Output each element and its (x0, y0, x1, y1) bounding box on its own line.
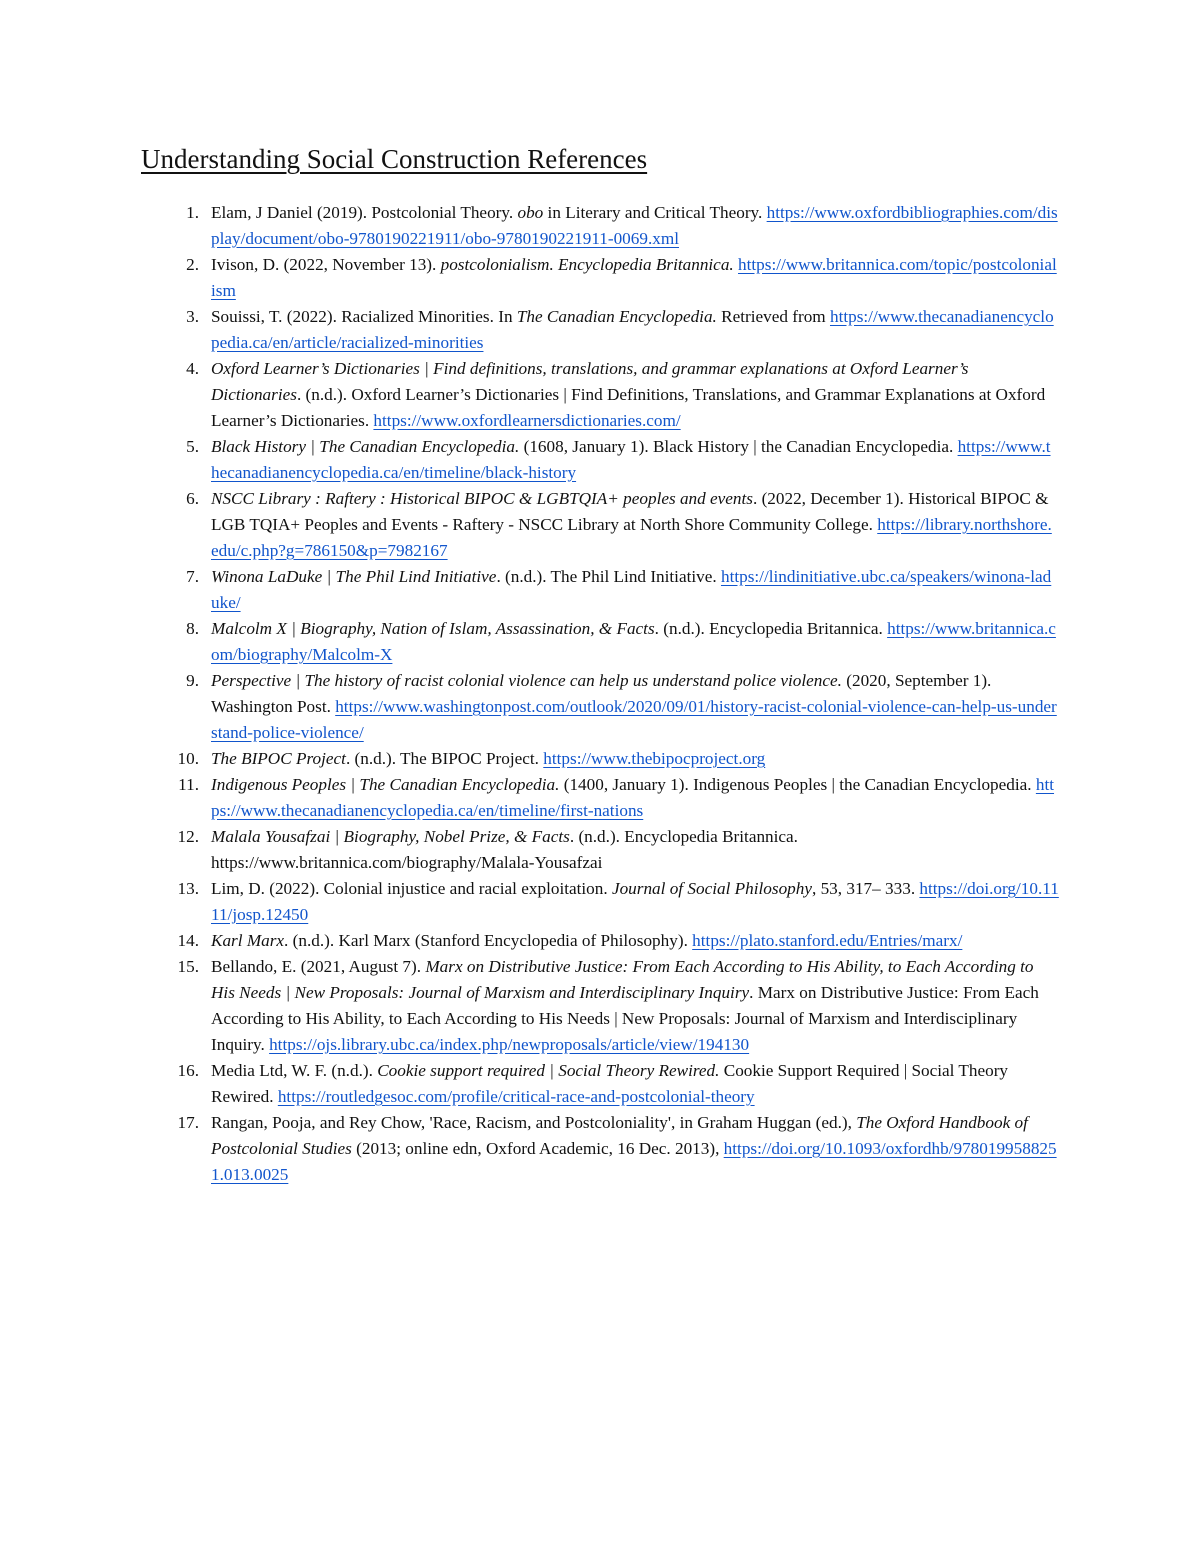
reference-italic-title: The Oxford Handbook of Postcolonial Studies (211, 1113, 1028, 1158)
reference-link[interactable]: https://www.thebipocproject.org (543, 749, 766, 768)
reference-item (177, 746, 1059, 772)
reference-item (186, 616, 1059, 668)
reference-link[interactable]: https://www.thecanadianencyclopedia.ca/en/timeline/first-nations (211, 775, 1055, 820)
reference-text (211, 356, 1059, 434)
reference-number: 16. (177, 1061, 199, 1080)
reference-text (211, 200, 1059, 252)
reference-segment: (2020, September 1). Washington Post. (211, 671, 992, 716)
reference-segment: . (n.d.). Oxford Learner’s Dictionaries | Find Definitions, Translations, and Grammar Explanations at Oxford Learner’s Dictionaries. (211, 385, 1046, 430)
reference-italic-title: Malala Yousafzai | Biography, Nobel Prize, & Facts (211, 827, 570, 846)
reference-number: 7. (186, 567, 199, 586)
reference-text (211, 824, 1059, 876)
reference-number: 10. (177, 749, 199, 768)
reference-item (177, 1110, 1059, 1188)
reference-link[interactable]: https://www.britannica.com/biography/Malcolm-X (211, 619, 1056, 664)
reference-segment: Souissi, T. (2022). Racialized Minorities. In (211, 307, 517, 326)
reference-number: 17. (177, 1113, 199, 1132)
reference-text (211, 1058, 1059, 1110)
reference-segment: . (n.d.). The BIPOC Project. (345, 749, 544, 768)
reference-italic-title: Indigenous Peoples | The Canadian Encyclopedia. (211, 775, 560, 794)
reference-link[interactable]: https://doi.org/10.1111/josp.12450 (211, 879, 1059, 924)
reference-item (186, 304, 1059, 356)
reference-text (211, 486, 1059, 564)
reference-link[interactable]: https://www.thecanadianencyclopedia.ca/en/timeline/black-history (211, 437, 1051, 482)
reference-link[interactable]: https://www.oxfordbibliographies.com/display/document/obo-9780190221911/obo-9780190221911-0069.xml (211, 203, 1058, 248)
reference-number: 12. (177, 827, 199, 846)
reference-link[interactable]: https://www.thecanadianencyclopedia.ca/en/article/racialized-minorities (211, 307, 1054, 352)
reference-number: 1. (186, 203, 199, 222)
reference-italic-title: Cookie support required | Social Theory Rewired. (377, 1061, 720, 1080)
reference-number: 2. (186, 255, 199, 274)
reference-text (211, 876, 1059, 928)
reference-item (186, 434, 1059, 486)
reference-italic-title: Winona LaDuke | The Phil Lind Initiative (211, 567, 497, 586)
reference-item (186, 486, 1059, 564)
reference-italic-title: Perspective | The history of racist colonial violence can help us understand police violence. (211, 671, 842, 690)
reference-italic-title: The Canadian Encyclopedia. (516, 307, 717, 326)
reference-italic-title: Malcolm X | Biography, Nation of Islam, Assassination, & Facts (211, 619, 655, 638)
reference-item (177, 954, 1059, 1058)
reference-segment: . (n.d.). Karl Marx (Stanford Encyclopedia of Philosophy). (284, 931, 693, 950)
reference-segment: Elam, J Daniel (2019). Postcolonial Theory. (211, 203, 518, 222)
reference-link[interactable]: https://routledgesoc.com/profile/critical-race-and-postcolonial-theory (277, 1087, 755, 1106)
reference-item (178, 772, 1059, 824)
reference-item (186, 200, 1059, 252)
reference-number: 4. (186, 359, 199, 378)
reference-link[interactable]: https://lindinitiative.ubc.ca/speakers/winona-laduke/ (211, 567, 1052, 612)
reference-italic-title: Karl Marx (211, 931, 285, 950)
reference-segment: , 53, 317– 333. (811, 879, 920, 898)
reference-item (186, 668, 1059, 746)
reference-url-text: https://www.britannica.com/biography/Malala-Yousafzai (211, 853, 603, 872)
reference-italic-title: obo (517, 203, 544, 222)
reference-text (211, 928, 1059, 954)
reference-list (177, 200, 1059, 1188)
reference-italic-title: NSCC Library : Raftery : Historical BIPOC & LGBTQIA+ peoples and events (211, 489, 753, 508)
reference-link[interactable]: https://plato.stanford.edu/Entries/marx/ (692, 931, 963, 950)
reference-segment: Retrieved from (716, 307, 830, 326)
reference-text (211, 954, 1059, 1058)
reference-segment: (1608, January 1). Black History | the Canadian Encyclopedia. (519, 437, 958, 456)
reference-item (177, 876, 1059, 928)
reference-segment: Lim, D. (2022). Colonial injustice and racial exploitation. (211, 879, 612, 898)
reference-link[interactable]: https://www.oxfordlearnersdictionaries.com/ (373, 411, 681, 430)
reference-number: 9. (186, 671, 199, 690)
reference-segment: Rangan, Pooja, and Rey Chow, 'Race, Racism, and Postcoloniality', in Graham Huggan (ed.), (211, 1113, 857, 1132)
reference-segment: (1400, January 1). Indigenous Peoples | the Canadian Encyclopedia. (559, 775, 1036, 794)
reference-number: 11. (178, 775, 199, 794)
reference-italic-title: Black History | The Canadian Encyclopedia. (211, 437, 520, 456)
reference-item (186, 356, 1059, 434)
reference-text (211, 772, 1059, 824)
reference-text (211, 616, 1059, 668)
reference-link[interactable]: https://www.washingtonpost.com/outlook/2020/09/01/history-racist-colonial-violence-can-help-us-understand-police-violence/ (211, 697, 1057, 742)
reference-text (211, 304, 1059, 356)
reference-item (186, 252, 1059, 304)
reference-text (211, 746, 1059, 772)
reference-link[interactable]: https://www.britannica.com/topic/postcolonialism (211, 255, 1057, 300)
reference-segment: Cookie Support Required | Social Theory Rewired. (211, 1061, 1009, 1106)
reference-segment: . (n.d.). Encyclopedia Britannica. (654, 619, 888, 638)
reference-number: 15. (177, 957, 199, 976)
reference-segment: . (n.d.). The Phil Lind Initiative. (496, 567, 721, 586)
reference-segment: (2013; online edn, Oxford Academic, 16 Dec. 2013), (351, 1139, 724, 1158)
reference-segment: Media Ltd, W. F. (n.d.). (211, 1061, 378, 1080)
reference-italic-title: The BIPOC Project (211, 749, 346, 768)
reference-italic-title: Oxford Learner’s Dictionaries | Find definitions, translations, and grammar explanations at Oxford Learner’s Dictionaries (211, 359, 969, 404)
reference-italic-title: Journal of Social Philosophy (611, 879, 812, 898)
reference-link[interactable]: https://doi.org/10.1093/oxfordhb/9780199588251.013.0025 (211, 1139, 1057, 1184)
reference-number: 3. (186, 307, 199, 326)
reference-item (177, 1058, 1059, 1110)
reference-text (211, 564, 1059, 616)
reference-item (177, 928, 1059, 954)
reference-segment: Ivison, D. (2022, November 13). (211, 255, 441, 274)
reference-number: 6. (186, 489, 199, 508)
reference-number: 8. (186, 619, 199, 638)
reference-segment: . Marx on Distributive Justice: From Each According to His Ability, to Each According to His Needs | New Proposals: Journal of Marxism and Interdisciplinary Inquiry. (211, 983, 1039, 1054)
reference-number: 14. (177, 931, 199, 950)
reference-text (211, 668, 1059, 746)
reference-italic-title: postcolonialism. Encyclopedia Britannica. (440, 255, 734, 274)
reference-italic-title: Marx on Distributive Justice: From Each According to His Ability, to Each According to His Needs | New Proposals: Journal of Marxism and Interdisciplinary Inquiry (211, 957, 1034, 1002)
reference-text (211, 252, 1059, 304)
reference-segment: . (2022, December 1). Historical BIPOC & LGB TQIA+ Peoples and Events - Raftery - NSCC Library at North Shore Community College. (211, 489, 1049, 534)
reference-number: 13. (177, 879, 199, 898)
reference-segment: in Literary and Critical Theory. (543, 203, 767, 222)
reference-item (177, 824, 1059, 876)
reference-link[interactable]: https://library.northshore.edu/c.php?g=786150&p=7982167 (211, 515, 1052, 560)
reference-segment: . (n.d.). Encyclopedia Britannica. (569, 827, 798, 846)
reference-text (211, 1110, 1059, 1188)
reference-link[interactable]: https://ojs.library.ubc.ca/index.php/newproposals/article/view/194130 (269, 1035, 750, 1054)
reference-text (211, 434, 1059, 486)
reference-item (186, 564, 1059, 616)
page-title: Understanding Social Construction References (141, 144, 648, 174)
reference-number: 5. (186, 437, 199, 456)
reference-segment: Bellando, E. (2021, August 7). (211, 957, 426, 976)
